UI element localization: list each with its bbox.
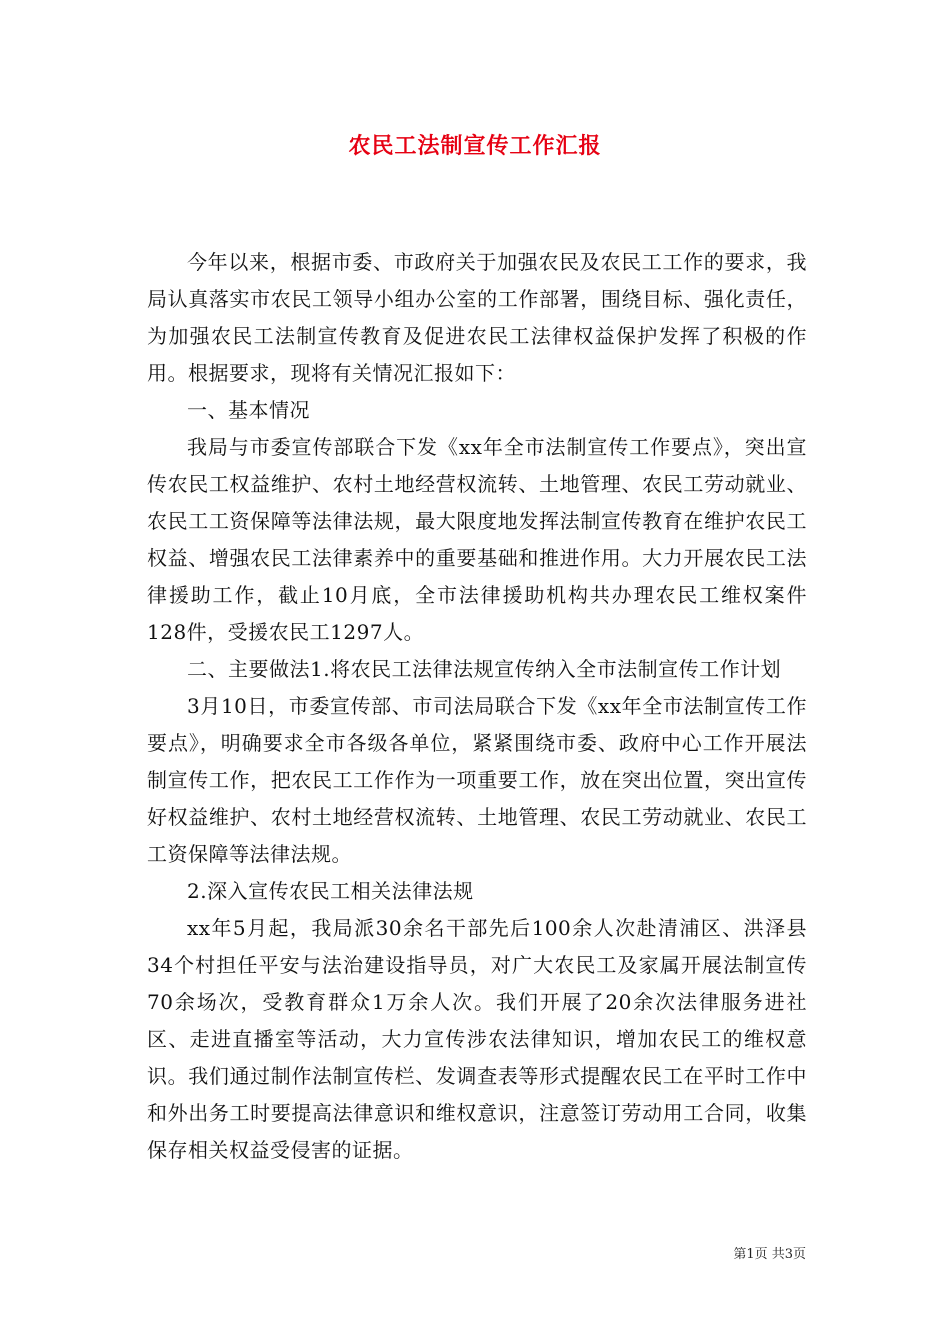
document-body (147, 244, 807, 1169)
section-heading-methods: 二、主要做法1.将农民工法律法规宣传纳入全市法制宣传工作计划 (187, 657, 782, 681)
document-title: 农民工法制宣传工作汇报 (348, 134, 602, 159)
section-heading-basic: 一、基本情况 (187, 398, 310, 422)
paragraph-methods-2: xx年5月起，我局派30余名干部先后100余人次赴清浦区、洪泽县34个村担任平安与法治建设指导员，对广大农民工及家属开展法制宣传70余场次，受教育群众1万余人次。我们开展了20余次法律服务进社区、走进直播室等活动，大力宣传涉农法律知识，增加农民工的维权意识。我们通过制作法制宣传栏、发调查表等形式提醒农民工在平时工作中和外出务工时要提高法律意识和维权意识，注意签订劳动用工合同，收集保存相关权益受侵害的证据。 (147, 916, 807, 1162)
paragraph-methods-1: 3月10日，市委宣传部、市司法局联合下发《xx年全市法制宣传工作要点》，明确要求全市各级各单位，紧紧围绕市委、政府中心工作开展法制宣传工作，把农民工工作作为一项重要工作，放在突出位置，突出宣传好权益维护、农村土地经营权流转、土地管理、农民工劳动就业、农民工工资保障等法律法规。 (147, 694, 807, 866)
paragraph-intro: 今年以来，根据市委、市政府关于加强农民及农民工工作的要求，我局认真落实市农民工领导小组办公室的工作部署，围绕目标、强化责任，为加强农民工法制宣传教育及促进农民工法律权益保护发挥了积极的作用。根据要求，现将有关情况汇报如下： (147, 250, 807, 385)
subheading-methods-2: 2.深入宣传农民工相关法律法规 (187, 879, 474, 903)
paragraph-basic: 我局与市委宣传部联合下发《xx年全市法制宣传工作要点》，突出宣传农民工权益维护、农村土地经营权流转、土地管理、农民工劳动就业、农民工工资保障等法律法规，最大限度地发挥法制宣传教育在维护农民工权益、增强农民工法律素养中的重要基础和推进作用。大力开展农民工法律援助工作，截止10月底，全市法律援助机构共办理农民工维权案件128件，受援农民工1297人。 (147, 435, 807, 644)
page-number: 第1页 共3页 (733, 1247, 806, 1262)
